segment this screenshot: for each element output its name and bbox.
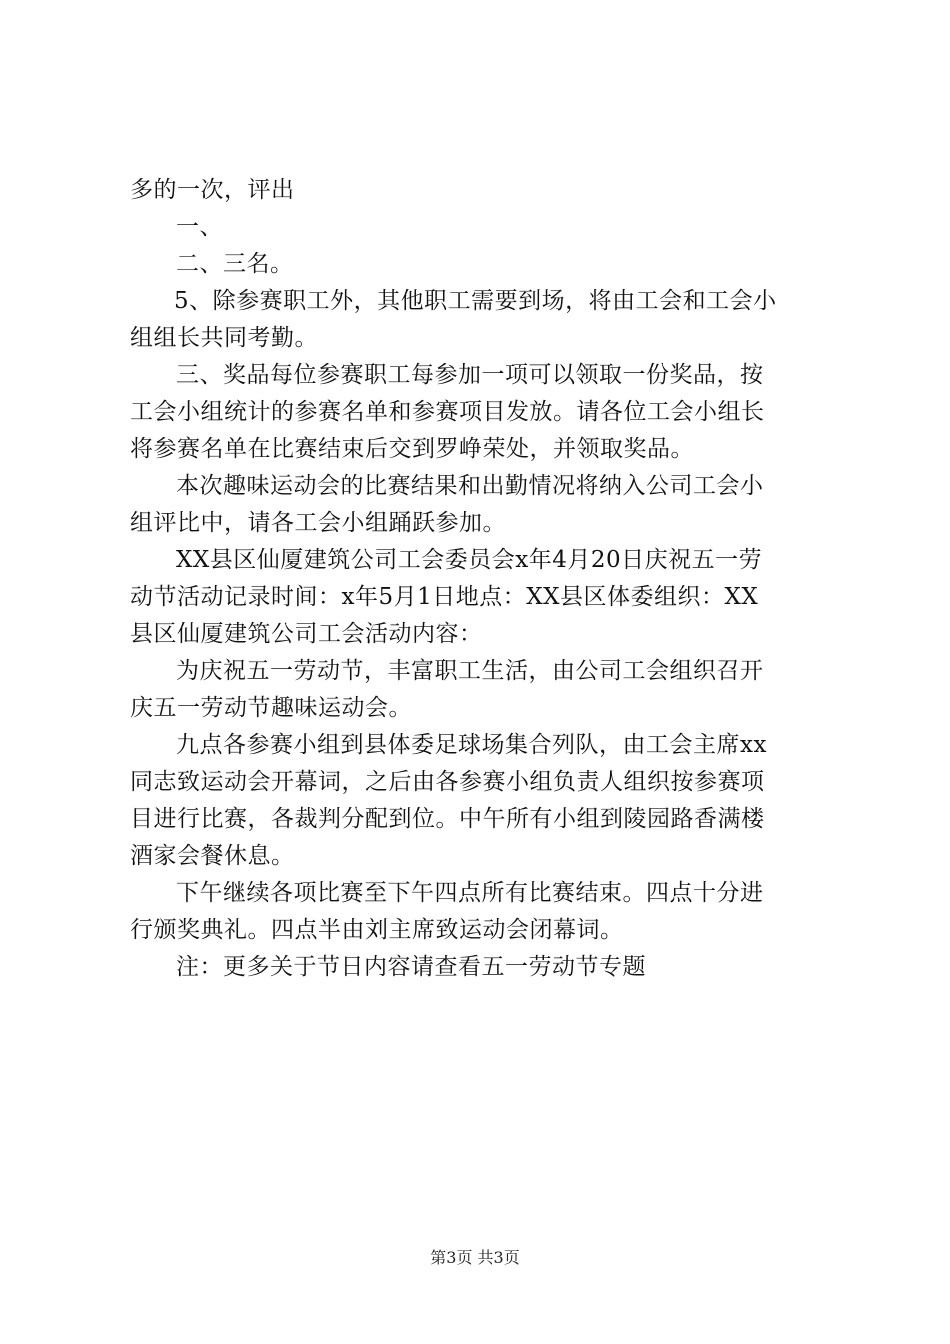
text-line: 多的一次，评出 (130, 177, 295, 203)
text-line: 组评比中，请各工会小组踊跃参加。 (130, 510, 506, 536)
text-line: 为庆祝五一劳动节，丰富职工生活，由公司工会组织召开 (176, 658, 764, 684)
text-line: 注：更多关于节日内容请查看五一劳动节专题 (176, 954, 646, 980)
text-line: 行颁奖典礼。四点半由刘主席致运动会闭幕词。 (130, 917, 624, 943)
document-body (130, 172, 832, 986)
text-line: 将参赛名单在比赛结束后交到罗峥荣处，并领取奖品。 (130, 436, 694, 462)
text-line: 二、三名。 (176, 251, 294, 277)
text-line: 庆五一劳动节趣味运动会。 (130, 695, 412, 721)
text-line: 同志致运动会开幕词，之后由各参赛小组负责人组织按参赛项 (130, 769, 765, 795)
text-line: XX县区仙厦建筑公司工会委员会x年4月20日庆祝五一劳 (176, 547, 763, 573)
text-line: 酒家会餐休息。 (130, 843, 295, 869)
text-line: 下午继续各项比赛至下午四点所有比赛结束。四点十分进 (176, 880, 764, 906)
text-line: 工会小组统计的参赛名单和参赛项目发放。请各位工会小组长 (130, 399, 765, 425)
text-line: 本次趣味运动会的比赛结果和出勤情况将纳入公司工会小 (176, 473, 764, 499)
text-line: 九点各参赛小组到县体委足球场集合列队，由工会主席xx (176, 732, 767, 758)
text-line: 目进行比赛，各裁判分配到位。中午所有小组到陵园路香满楼 (130, 806, 765, 832)
text-line: 动节活动记录时间：x年5月1日地点：XX县区体委组织：XX (130, 584, 759, 610)
page-number: 第3页 共3页 (430, 1248, 520, 1267)
text-line: 一、 (176, 214, 223, 240)
text-line: 组组长共同考勤。 (130, 325, 318, 351)
text-line: 5、除参赛职工外，其他职工需要到场，将由工会和工会小 (174, 288, 777, 314)
text-line: 三、奖品每位参赛职工每参加一项可以领取一份奖品，按 (176, 362, 764, 388)
text-line: 县区仙厦建筑公司工会活动内容： (130, 621, 483, 647)
